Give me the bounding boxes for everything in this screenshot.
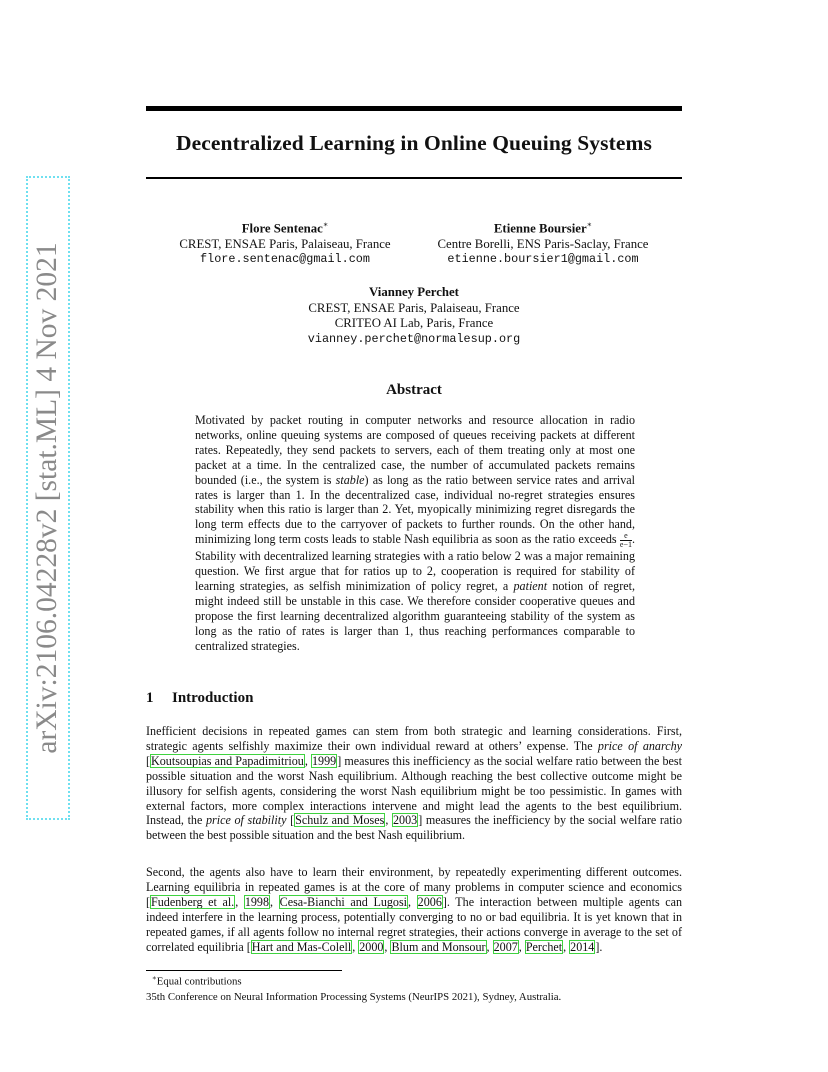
author-affiliation-2: CRITEO AI Lab, Paris, France (334, 316, 494, 330)
author-affiliation: CREST, ENSAE Paris, Palaiseau, France (308, 300, 520, 315)
abstract-heading: Abstract (386, 382, 442, 398)
author-name: Flore Sentenac (241, 221, 323, 236)
author-name: Etienne Boursier (493, 221, 587, 236)
author-block-2 (420, 217, 666, 268)
footnote-mark: ∗ (152, 974, 157, 982)
citation-link[interactable]: 2006 (417, 894, 442, 909)
author-email[interactable]: flore.sentenac@gmail.com (200, 252, 370, 267)
author-affiliation: Centre Borelli, ENS Paris-Saclay, France (437, 236, 649, 251)
footnote-rule (146, 970, 342, 971)
author-affiliation: CREST, ENSAE Paris, Palaiseau, France (179, 236, 391, 251)
citation-link[interactable]: 2000 (359, 939, 384, 954)
author-name: Vianney Perchet (369, 285, 459, 299)
intro-paragraph-2: Second, the agents also have to learn their environment, by repeatedly experimenting different outcomes. Learning equilibria in repeated games is at the core of many problems in computer science and economics [Fudenberg et al., 1998, Cesa-Bianchi and Lugosi, 2006]. The interaction between multiple agents can indeed interfere in the learning process, potentially converging to no or bad equilibria. It is yet known that in repeated games, if all agents follow no internal regret strategies, their actions converge in average to the set of correlated equilibria [Hart and Mas-Colell, 2000, Blum and Monsour, 2007, Perchet, 2014]. (146, 865, 683, 954)
citation-link[interactable]: Cesa-Bianchi and Lugosi (279, 894, 408, 909)
paper-title: Decentralized Learning in Online Queuing Systems (175, 131, 652, 155)
author-block-3 (264, 285, 564, 347)
title-bottom-rule (146, 177, 682, 179)
section-heading-introduction: 1 Introduction (146, 690, 254, 706)
citation-link[interactable]: 1999 (312, 753, 337, 768)
abstract-text: Motivated by packet routing in computer networks and resource allocation in radio networks, online queuing systems are composed of queues receiving packets at different rates. Repeatedly, they send packets to servers, each of them treating only at most one packet at a time. In the centralized case, the number of accumulated packets remains bounded (i.e., the system is stable) as long as the ratio between service rates and arrival rates is larger than 1. In the decentralized case, individual no-regret strategies ensures stability when this ratio is larger than 2. Yet, myopically minimizing regret disregards the long term effects due to the carryover of packets to further rounds. On the other hand, minimizing long term costs leads to stable Nash equilibria as soon as the ratio exceeds $\frac{e}{e-1}$ . Stability with decentralized learning strategies with a ratio below 2 was a major remaining question. We first argue that for ratios up to 2, cooperation is required for stability of learning strategies, as selfish minimization of policy regret, a patient notion of regret, might indeed still be unstable in this case. We therefore consider cooperative queues and propose the first learning decentralized algorithm guaranteeing stability of the system as long as the ratio of rates is larger than 1, thus reaching performances comparable to centralized strategies. (195, 413, 636, 653)
fraction-e-over-e-minus-1: $\frac{e}{e-1}$ (619, 531, 632, 550)
citation-link[interactable]: Hart and Mas-Colell (251, 939, 352, 954)
author-mark: ∗ (586, 220, 593, 229)
citation-link[interactable]: Perchet (525, 939, 563, 954)
citation-link[interactable]: Blum and Monsour (391, 939, 486, 954)
author-email[interactable]: vianney.perchet@normalesup.org (307, 331, 521, 346)
citation-link[interactable]: Koutsoupias and Papadimitriou (151, 753, 304, 768)
author-block-1 (165, 217, 405, 268)
citation-link[interactable]: 2014 (570, 939, 595, 954)
footnote-text: Equal contributions (156, 975, 242, 988)
footnote (152, 974, 242, 988)
title-top-rule (146, 106, 682, 111)
arxiv-identifier-stamp[interactable]: arXiv:2106.04228v2 [stat.ML] 4 Nov 2021 (28, 178, 68, 818)
citation-link[interactable]: 1998 (244, 894, 270, 909)
intro-paragraph-1: Inefficient decisions in repeated games can stem from both strategic and learning considerations. First, strategic agents selfishly maximize their own individual reward at others’ expense. The price of anarchy [Koutsoupias and Papadimitriou, 1999] measures this inefficiency as the social welfare ratio between the best possible situation and the worst Nash equilibrium. Although reaching the best collective outcome might be illusory for selfish agents, considering the worst Nash equilibrium might be too pessimistic. In games with external factors, more complex interactions intervene and might lead the agents to the best equilibrium. Instead, the price of stability [Schulz and Moses, 2003] measures the inefficiency by the social welfare ratio between the best possible situation and the best Nash equilibrium. (146, 724, 682, 843)
citation-link[interactable]: 2007 (493, 939, 518, 954)
conference-note: 35th Conference on Neural Information Processing Systems (NeurIPS 2021), Sydney, Australia. (146, 991, 562, 1003)
citation-link[interactable]: 2003 (393, 813, 418, 828)
author-mark: ∗ (322, 220, 329, 229)
author-email[interactable]: etienne.boursier1@gmail.com (447, 252, 639, 267)
citation-link[interactable]: Fudenberg et al. (151, 894, 235, 909)
citation-link[interactable]: Schulz and Moses (295, 813, 385, 828)
